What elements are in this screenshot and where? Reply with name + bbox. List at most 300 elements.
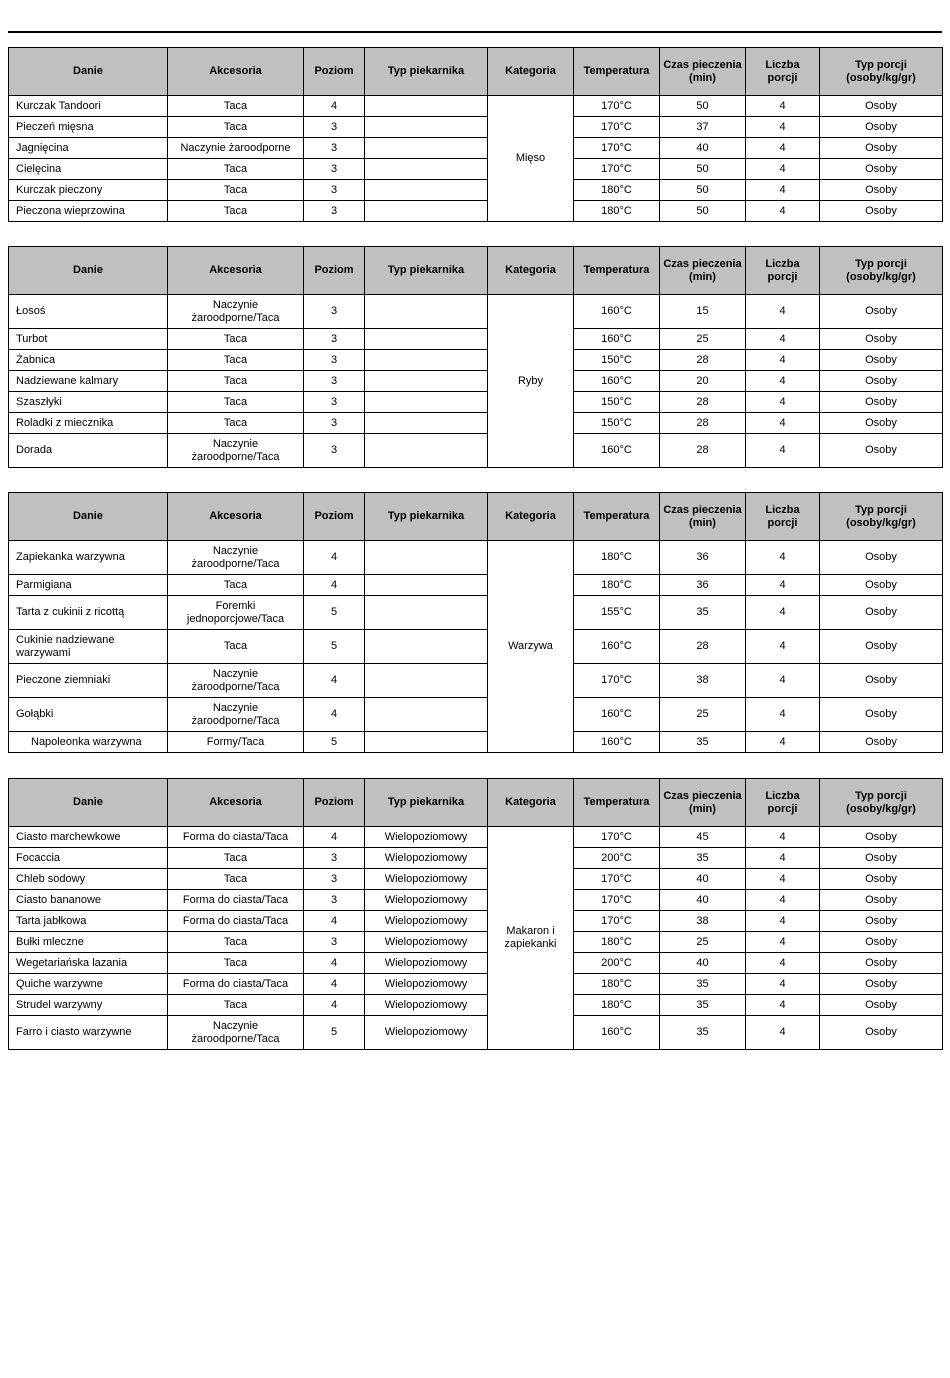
recipe-table <box>8 492 943 753</box>
baking-time-cell: 25 <box>660 932 746 953</box>
accessory-cell: Taca <box>168 953 304 974</box>
baking-time-cell: 35 <box>660 732 746 753</box>
accessory-cell: Naczynie żaroodporne/Taca <box>168 664 304 698</box>
temperature-cell: 170°C <box>574 159 660 180</box>
oven-type-cell <box>365 350 488 371</box>
level-cell: 3 <box>304 392 365 413</box>
table-row <box>9 869 943 890</box>
portion-type-cell: Osoby <box>820 541 943 575</box>
portions-cell: 4 <box>746 890 820 911</box>
level-cell: 4 <box>304 698 365 732</box>
accessory-cell: Taca <box>168 371 304 392</box>
table-row <box>9 201 943 222</box>
level-cell: 4 <box>304 541 365 575</box>
level-cell: 3 <box>304 371 365 392</box>
level-cell: 3 <box>304 434 365 468</box>
temperature-cell: 160°C <box>574 295 660 329</box>
header-portion-type: Typ porcji (osoby/kg/gr) <box>820 493 943 541</box>
portion-type-cell: Osoby <box>820 911 943 932</box>
table-row <box>9 995 943 1016</box>
oven-type-cell: Wielopoziomowy <box>365 932 488 953</box>
portions-cell: 4 <box>746 869 820 890</box>
dish-cell: Nadziewane kalmary <box>9 371 168 392</box>
baking-time-cell: 28 <box>660 434 746 468</box>
portion-type-cell: Osoby <box>820 698 943 732</box>
portion-type-cell: Osoby <box>820 350 943 371</box>
oven-type-cell <box>365 96 488 117</box>
level-cell: 3 <box>304 350 365 371</box>
level-cell: 4 <box>304 96 365 117</box>
portion-type-cell: Osoby <box>820 392 943 413</box>
oven-type-cell <box>365 180 488 201</box>
portions-cell: 4 <box>746 995 820 1016</box>
portion-type-cell: Osoby <box>820 434 943 468</box>
temperature-cell: 170°C <box>574 664 660 698</box>
oven-type-cell <box>365 732 488 753</box>
oven-type-cell: Wielopoziomowy <box>365 911 488 932</box>
level-cell: 3 <box>304 848 365 869</box>
portions-cell: 4 <box>746 848 820 869</box>
portions-cell: 4 <box>746 630 820 664</box>
portions-cell: 4 <box>746 698 820 732</box>
accessory-cell: Taca <box>168 869 304 890</box>
accessory-cell: Taca <box>168 117 304 138</box>
table-row <box>9 848 943 869</box>
baking-time-cell: 35 <box>660 848 746 869</box>
accessory-cell: Naczynie żaroodporne/Taca <box>168 434 304 468</box>
level-cell: 3 <box>304 159 365 180</box>
level-cell: 3 <box>304 180 365 201</box>
temperature-cell: 170°C <box>574 869 660 890</box>
oven-type-cell: Wielopoziomowy <box>365 1016 488 1050</box>
baking-time-cell: 28 <box>660 350 746 371</box>
baking-time-cell: 28 <box>660 392 746 413</box>
portion-type-cell: Osoby <box>820 732 943 753</box>
oven-type-cell: Wielopoziomowy <box>365 995 488 1016</box>
dish-cell: Wegetariańska lazania <box>9 953 168 974</box>
table-row <box>9 117 943 138</box>
portions-cell: 4 <box>746 434 820 468</box>
portions-cell: 4 <box>746 413 820 434</box>
accessory-cell: Naczynie żaroodporne/Taca <box>168 1016 304 1050</box>
portion-type-cell: Osoby <box>820 953 943 974</box>
baking-time-cell: 25 <box>660 698 746 732</box>
portion-type-cell: Osoby <box>820 890 943 911</box>
oven-type-cell <box>365 329 488 350</box>
recipe-table <box>8 778 943 1050</box>
header-oven-type: Typ piekarnika <box>365 779 488 827</box>
level-cell: 3 <box>304 869 365 890</box>
portions-cell: 4 <box>746 96 820 117</box>
level-cell: 3 <box>304 138 365 159</box>
temperature-cell: 160°C <box>574 371 660 392</box>
table-row <box>9 575 943 596</box>
header-oven-type: Typ piekarnika <box>365 247 488 295</box>
portions-cell: 4 <box>746 596 820 630</box>
portions-cell: 4 <box>746 138 820 159</box>
portions-cell: 4 <box>746 1016 820 1050</box>
level-cell: 3 <box>304 890 365 911</box>
portion-type-cell: Osoby <box>820 413 943 434</box>
header-accessory: Akcesoria <box>168 779 304 827</box>
portions-cell: 4 <box>746 201 820 222</box>
accessory-cell: Taca <box>168 159 304 180</box>
oven-type-cell <box>365 664 488 698</box>
dish-cell: Focaccia <box>9 848 168 869</box>
dish-cell: Ciasto bananowe <box>9 890 168 911</box>
temperature-cell: 180°C <box>574 201 660 222</box>
header-accessory: Akcesoria <box>168 48 304 96</box>
baking-time-cell: 37 <box>660 117 746 138</box>
table-row <box>9 96 943 117</box>
table-row <box>9 413 943 434</box>
temperature-cell: 180°C <box>574 575 660 596</box>
temperature-cell: 160°C <box>574 698 660 732</box>
table-row <box>9 630 943 664</box>
temperature-cell: 170°C <box>574 138 660 159</box>
portions-cell: 4 <box>746 350 820 371</box>
dish-cell: Roladki z miecznika <box>9 413 168 434</box>
table-row <box>9 1016 943 1050</box>
temperature-cell: 150°C <box>574 413 660 434</box>
table-row <box>9 827 943 848</box>
accessory-cell: Forma do ciasta/Taca <box>168 827 304 848</box>
header-category: Kategoria <box>488 493 574 541</box>
portions-cell: 4 <box>746 664 820 698</box>
dish-cell: Chleb sodowy <box>9 869 168 890</box>
oven-type-cell <box>365 371 488 392</box>
accessory-cell: Taca <box>168 575 304 596</box>
oven-type-cell: Wielopoziomowy <box>365 827 488 848</box>
portion-type-cell: Osoby <box>820 596 943 630</box>
oven-type-cell <box>365 295 488 329</box>
header-dish: Danie <box>9 779 168 827</box>
temperature-cell: 200°C <box>574 953 660 974</box>
dish-cell: Pieczeń mięsna <box>9 117 168 138</box>
category-cell: Makaron i zapiekanki <box>488 827 574 1050</box>
portion-type-cell: Osoby <box>820 117 943 138</box>
temperature-cell: 170°C <box>574 117 660 138</box>
temperature-cell: 160°C <box>574 630 660 664</box>
portions-cell: 4 <box>746 117 820 138</box>
oven-type-cell <box>365 159 488 180</box>
header-dish: Danie <box>9 48 168 96</box>
oven-type-cell <box>365 698 488 732</box>
temperature-cell: 150°C <box>574 350 660 371</box>
temperature-cell: 170°C <box>574 890 660 911</box>
header-level: Poziom <box>304 48 365 96</box>
header-portion-type: Typ porcji (osoby/kg/gr) <box>820 48 943 96</box>
baking-time-cell: 35 <box>660 596 746 630</box>
accessory-cell: Naczynie żaroodporne/Taca <box>168 698 304 732</box>
table-row <box>9 664 943 698</box>
dish-cell: Pieczona wieprzowina <box>9 201 168 222</box>
baking-time-cell: 40 <box>660 869 746 890</box>
temperature-cell: 170°C <box>574 96 660 117</box>
dish-cell: Farro i ciasto warzywne <box>9 1016 168 1050</box>
header-portions: Liczba porcji <box>746 493 820 541</box>
portions-cell: 4 <box>746 974 820 995</box>
oven-type-cell: Wielopoziomowy <box>365 953 488 974</box>
level-cell: 3 <box>304 329 365 350</box>
accessory-cell: Naczynie żaroodporne <box>168 138 304 159</box>
portions-cell: 4 <box>746 159 820 180</box>
dish-cell: Napoleonka warzywna <box>9 732 168 753</box>
dish-cell: Łosoś <box>9 295 168 329</box>
accessory-cell: Taca <box>168 413 304 434</box>
baking-time-cell: 35 <box>660 995 746 1016</box>
accessory-cell: Formy/Taca <box>168 732 304 753</box>
level-cell: 5 <box>304 1016 365 1050</box>
oven-type-cell <box>365 575 488 596</box>
header-portions: Liczba porcji <box>746 48 820 96</box>
table-row <box>9 371 943 392</box>
header-category: Kategoria <box>488 48 574 96</box>
level-cell: 3 <box>304 201 365 222</box>
dish-cell: Pieczone ziemniaki <box>9 664 168 698</box>
baking-time-cell: 35 <box>660 1016 746 1050</box>
level-cell: 4 <box>304 995 365 1016</box>
dish-cell: Turbot <box>9 329 168 350</box>
level-cell: 5 <box>304 596 365 630</box>
portion-type-cell: Osoby <box>820 180 943 201</box>
temperature-cell: 180°C <box>574 541 660 575</box>
dish-cell: Tarta z cukinii z ricottą <box>9 596 168 630</box>
baking-time-cell: 50 <box>660 180 746 201</box>
portions-cell: 4 <box>746 371 820 392</box>
table-row <box>9 541 943 575</box>
accessory-cell: Taca <box>168 180 304 201</box>
accessory-cell: Forma do ciasta/Taca <box>168 974 304 995</box>
portions-cell: 4 <box>746 329 820 350</box>
portion-type-cell: Osoby <box>820 995 943 1016</box>
portion-type-cell: Osoby <box>820 630 943 664</box>
portions-cell: 4 <box>746 541 820 575</box>
temperature-cell: 170°C <box>574 827 660 848</box>
header-baking-time: Czas pieczenia (min) <box>660 493 746 541</box>
oven-type-cell <box>365 138 488 159</box>
table-row <box>9 350 943 371</box>
baking-time-cell: 15 <box>660 295 746 329</box>
header-category: Kategoria <box>488 779 574 827</box>
table-header-row <box>9 493 943 541</box>
baking-time-cell: 40 <box>660 953 746 974</box>
level-cell: 4 <box>304 827 365 848</box>
portion-type-cell: Osoby <box>820 974 943 995</box>
temperature-cell: 180°C <box>574 180 660 201</box>
oven-type-cell: Wielopoziomowy <box>365 974 488 995</box>
category-cell: Warzywa <box>488 541 574 753</box>
accessory-cell: Taca <box>168 201 304 222</box>
table-header-row <box>9 48 943 96</box>
portion-type-cell: Osoby <box>820 329 943 350</box>
temperature-cell: 160°C <box>574 732 660 753</box>
dish-cell: Kurczak Tandoori <box>9 96 168 117</box>
oven-type-cell <box>365 117 488 138</box>
table-header-row <box>9 779 943 827</box>
portions-cell: 4 <box>746 392 820 413</box>
header-level: Poziom <box>304 493 365 541</box>
temperature-cell: 155°C <box>574 596 660 630</box>
temperature-cell: 160°C <box>574 329 660 350</box>
baking-time-cell: 50 <box>660 201 746 222</box>
dish-cell: Bułki mleczne <box>9 932 168 953</box>
header-temperature: Temperatura <box>574 247 660 295</box>
baking-time-cell: 40 <box>660 890 746 911</box>
table-row <box>9 953 943 974</box>
oven-type-cell <box>365 413 488 434</box>
dish-cell: Ciasto marchewkowe <box>9 827 168 848</box>
baking-time-cell: 50 <box>660 96 746 117</box>
dish-cell: Cukinie nadziewane warzywami <box>9 630 168 664</box>
dish-cell: Gołąbki <box>9 698 168 732</box>
recipe-table <box>8 246 943 468</box>
baking-time-cell: 36 <box>660 575 746 596</box>
portion-type-cell: Osoby <box>820 848 943 869</box>
portions-cell: 4 <box>746 827 820 848</box>
dish-cell: Cielęcina <box>9 159 168 180</box>
portions-cell: 4 <box>746 953 820 974</box>
top-rule <box>8 31 942 33</box>
accessory-cell: Taca <box>168 96 304 117</box>
header-temperature: Temperatura <box>574 48 660 96</box>
accessory-cell: Taca <box>168 350 304 371</box>
level-cell: 5 <box>304 630 365 664</box>
portion-type-cell: Osoby <box>820 371 943 392</box>
table-row <box>9 932 943 953</box>
accessory-cell: Taca <box>168 392 304 413</box>
table-row <box>9 434 943 468</box>
header-baking-time: Czas pieczenia (min) <box>660 48 746 96</box>
header-portions: Liczba porcji <box>746 779 820 827</box>
portion-type-cell: Osoby <box>820 869 943 890</box>
dish-cell: Kurczak pieczony <box>9 180 168 201</box>
accessory-cell: Forma do ciasta/Taca <box>168 890 304 911</box>
header-category: Kategoria <box>488 247 574 295</box>
header-baking-time: Czas pieczenia (min) <box>660 247 746 295</box>
portion-type-cell: Osoby <box>820 575 943 596</box>
table-row <box>9 890 943 911</box>
portion-type-cell: Osoby <box>820 138 943 159</box>
header-level: Poziom <box>304 779 365 827</box>
oven-type-cell <box>365 630 488 664</box>
portions-cell: 4 <box>746 180 820 201</box>
oven-type-cell: Wielopoziomowy <box>365 848 488 869</box>
accessory-cell: Taca <box>168 329 304 350</box>
portion-type-cell: Osoby <box>820 827 943 848</box>
portion-type-cell: Osoby <box>820 932 943 953</box>
portion-type-cell: Osoby <box>820 1016 943 1050</box>
portion-type-cell: Osoby <box>820 96 943 117</box>
level-cell: 3 <box>304 117 365 138</box>
portion-type-cell: Osoby <box>820 201 943 222</box>
accessory-cell: Taca <box>168 630 304 664</box>
header-accessory: Akcesoria <box>168 493 304 541</box>
baking-time-cell: 38 <box>660 911 746 932</box>
table-row <box>9 295 943 329</box>
accessory-cell: Naczynie żaroodporne/Taca <box>168 295 304 329</box>
level-cell: 5 <box>304 732 365 753</box>
header-temperature: Temperatura <box>574 779 660 827</box>
baking-time-cell: 25 <box>660 329 746 350</box>
oven-type-cell <box>365 434 488 468</box>
category-cell: Mięso <box>488 96 574 222</box>
header-dish: Danie <box>9 247 168 295</box>
level-cell: 4 <box>304 664 365 698</box>
portions-cell: 4 <box>746 932 820 953</box>
dish-cell: Jagnięcina <box>9 138 168 159</box>
baking-time-cell: 36 <box>660 541 746 575</box>
accessory-cell: Naczynie żaroodporne/Taca <box>168 541 304 575</box>
portion-type-cell: Osoby <box>820 664 943 698</box>
header-oven-type: Typ piekarnika <box>365 48 488 96</box>
oven-type-cell <box>365 201 488 222</box>
baking-time-cell: 20 <box>660 371 746 392</box>
header-accessory: Akcesoria <box>168 247 304 295</box>
baking-time-cell: 38 <box>660 664 746 698</box>
table-header-row <box>9 247 943 295</box>
oven-type-cell <box>365 596 488 630</box>
level-cell: 4 <box>304 974 365 995</box>
portions-cell: 4 <box>746 732 820 753</box>
portion-type-cell: Osoby <box>820 159 943 180</box>
header-portion-type: Typ porcji (osoby/kg/gr) <box>820 779 943 827</box>
dish-cell: Quiche warzywne <box>9 974 168 995</box>
accessory-cell: Foremki jednoporcjowe/Taca <box>168 596 304 630</box>
portion-type-cell: Osoby <box>820 295 943 329</box>
table-row <box>9 911 943 932</box>
recipe-table <box>8 47 943 222</box>
temperature-cell: 170°C <box>574 911 660 932</box>
table-row <box>9 974 943 995</box>
header-temperature: Temperatura <box>574 493 660 541</box>
portions-cell: 4 <box>746 911 820 932</box>
accessory-cell: Taca <box>168 932 304 953</box>
level-cell: 3 <box>304 413 365 434</box>
temperature-cell: 150°C <box>574 392 660 413</box>
baking-time-cell: 50 <box>660 159 746 180</box>
oven-type-cell <box>365 392 488 413</box>
temperature-cell: 160°C <box>574 434 660 468</box>
portions-cell: 4 <box>746 295 820 329</box>
baking-time-cell: 40 <box>660 138 746 159</box>
oven-type-cell: Wielopoziomowy <box>365 890 488 911</box>
dish-cell: Parmigiana <box>9 575 168 596</box>
temperature-cell: 180°C <box>574 932 660 953</box>
dish-cell: Tarta jabłkowa <box>9 911 168 932</box>
dish-cell: Strudel warzywny <box>9 995 168 1016</box>
dish-cell: Szaszłyki <box>9 392 168 413</box>
oven-type-cell: Wielopoziomowy <box>365 869 488 890</box>
category-cell: Ryby <box>488 295 574 468</box>
oven-type-cell <box>365 541 488 575</box>
level-cell: 4 <box>304 911 365 932</box>
accessory-cell: Taca <box>168 848 304 869</box>
level-cell: 3 <box>304 295 365 329</box>
baking-time-cell: 28 <box>660 630 746 664</box>
header-portion-type: Typ porcji (osoby/kg/gr) <box>820 247 943 295</box>
table-row <box>9 138 943 159</box>
level-cell: 4 <box>304 575 365 596</box>
table-row <box>9 596 943 630</box>
baking-time-cell: 45 <box>660 827 746 848</box>
table-row <box>9 159 943 180</box>
level-cell: 4 <box>304 953 365 974</box>
temperature-cell: 160°C <box>574 1016 660 1050</box>
accessory-cell: Taca <box>168 995 304 1016</box>
temperature-cell: 200°C <box>574 848 660 869</box>
header-level: Poziom <box>304 247 365 295</box>
